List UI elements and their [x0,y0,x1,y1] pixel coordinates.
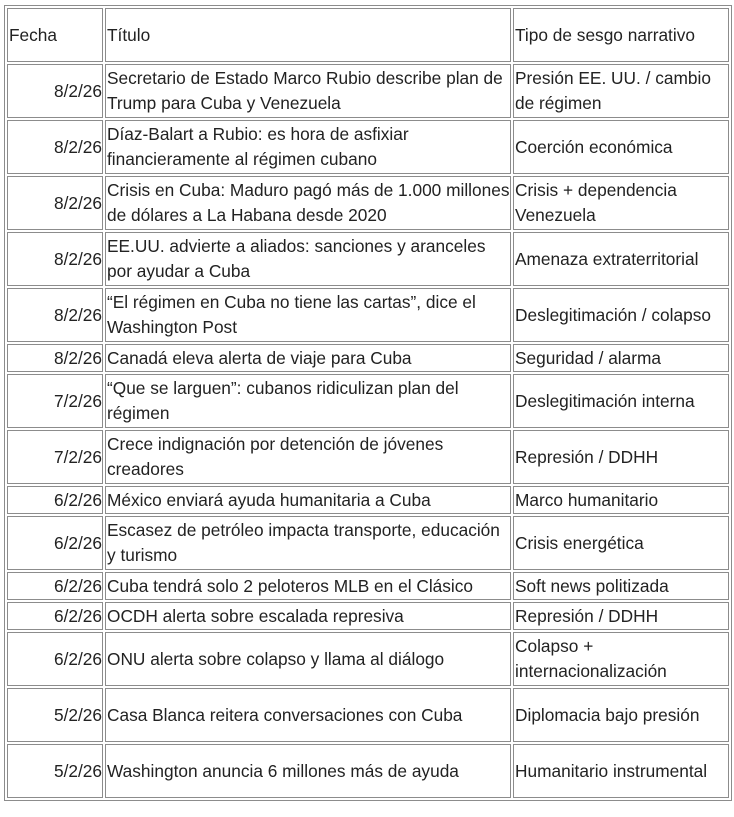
row-bias-type: Seguridad / alarma [513,344,729,372]
header-title: Título [105,8,511,62]
table-row [7,120,729,174]
table-row [7,344,729,372]
row-date: 6/2/26 [7,516,103,570]
row-bias-type: Represión / DDHH [513,430,729,484]
table-row [7,288,729,342]
table-row [7,632,729,686]
row-bias-type: Humanitario instrumental [513,744,729,798]
row-bias-type: Colapso + internacionalización [513,632,729,686]
row-date: 8/2/26 [7,288,103,342]
row-bias-type: Diplomacia bajo presión [513,688,729,742]
row-bias-type: Soft news politizada [513,572,729,600]
row-bias-type: Crisis energética [513,516,729,570]
row-date: 6/2/26 [7,602,103,630]
row-bias-type: Represión / DDHH [513,602,729,630]
row-title: Canadá eleva alerta de viaje para Cuba [105,344,511,372]
row-date: 6/2/26 [7,632,103,686]
row-title: Cuba tendrá solo 2 peloteros MLB en el Clásico [105,572,511,600]
row-title: Crisis en Cuba: Maduro pagó más de 1.000 millones de dólares a La Habana desde 2020 [105,176,511,230]
row-title: OCDH alerta sobre escalada represiva [105,602,511,630]
row-title: Secretario de Estado Marco Rubio describe plan de Trump para Cuba y Venezuela [105,64,511,118]
row-date: 8/2/26 [7,176,103,230]
table-row [7,744,729,798]
row-bias-type: Amenaza extraterritorial [513,232,729,286]
row-date: 8/2/26 [7,344,103,372]
row-date: 7/2/26 [7,430,103,484]
row-date: 5/2/26 [7,744,103,798]
table-row [7,176,729,230]
row-date: 8/2/26 [7,64,103,118]
row-bias-type: Crisis + dependencia Venezuela [513,176,729,230]
table-row [7,486,729,514]
row-date: 6/2/26 [7,486,103,514]
table-row [7,572,729,600]
row-date: 8/2/26 [7,120,103,174]
header-date: Fecha [7,8,103,62]
row-title: Crece indignación por detención de jóvenes creadores [105,430,511,484]
row-title: Díaz-Balart a Rubio: es hora de asfixiar financieramente al régimen cubano [105,120,511,174]
row-title: ONU alerta sobre colapso y llama al diálogo [105,632,511,686]
row-title: “El régimen en Cuba no tiene las cartas”, dice el Washington Post [105,288,511,342]
row-title: México enviará ayuda humanitaria a Cuba [105,486,511,514]
table-row [7,516,729,570]
row-date: 8/2/26 [7,232,103,286]
table-row [7,374,729,428]
header-bias-type: Tipo de sesgo narrativo [513,8,729,62]
table-header-row [7,8,729,62]
table-row [7,688,729,742]
row-bias-type: Presión EE. UU. / cambio de régimen [513,64,729,118]
table-row [7,232,729,286]
row-date: 7/2/26 [7,374,103,428]
row-title: Escasez de petróleo impacta transporte, educación y turismo [105,516,511,570]
row-date: 5/2/26 [7,688,103,742]
table-row [7,602,729,630]
row-bias-type: Coerción económica [513,120,729,174]
row-title: EE.UU. advierte a aliados: sanciones y aranceles por ayudar a Cuba [105,232,511,286]
row-bias-type: Marco humanitario [513,486,729,514]
row-title: Casa Blanca reitera conversaciones con Cuba [105,688,511,742]
row-date: 6/2/26 [7,572,103,600]
row-bias-type: Deslegitimación / colapso [513,288,729,342]
row-title: Washington anuncia 6 millones más de ayuda [105,744,511,798]
row-bias-type: Deslegitimación interna [513,374,729,428]
table-row [7,64,729,118]
row-title: “Que se larguen”: cubanos ridiculizan plan del régimen [105,374,511,428]
table-row [7,430,729,484]
news-bias-table [4,5,732,801]
